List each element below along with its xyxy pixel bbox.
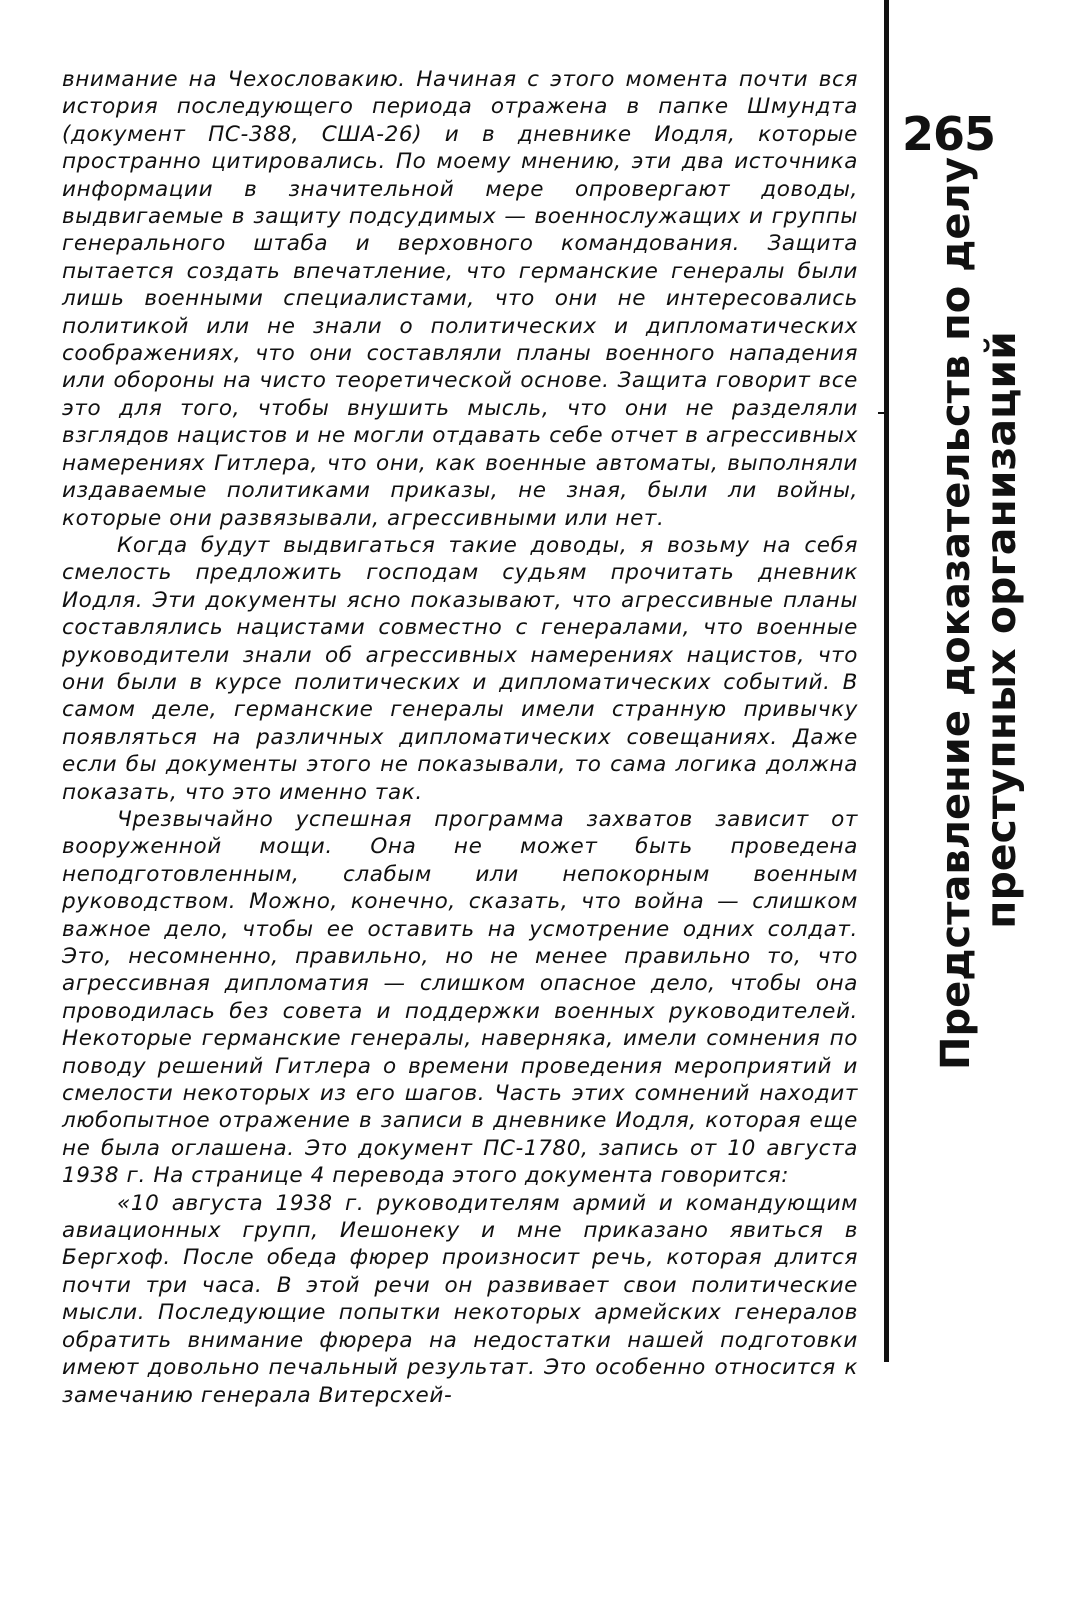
- paragraph: внимание на Чехословакию. Начиная с этого момента почти вся история последующего периода отражена в папке Шмундта (документ ПС-388, США-26) и в дневнике Иодля, которые пространно цитировались. По моему мнению, эти два источника информации в значительной мере опровергают доводы, выдвигаемые в защиту подсудимых — военнослужащих и группы генерального штаба и верховного командования. Защита пытается создать впечатление, что германские генералы были лишь военными специалистами, что они не интересовались политикой или не знали о политических и дипломатических соображениях, что они составляли планы военного нападения или обороны на чисто теоретической основе. Защита говорит все это для того, чтобы внушить мысль, что они не разделяли взглядов нацистов и не могли отдавать себе отчет в агрессивных намерениях Гитлера, что они, как военные автоматы, выполняли издаваемые политиками приказы, не зная, были ли войны, которые они развязывали, агрессивными или нет.: [62, 67, 858, 531]
- body-text: [62, 66, 858, 1409]
- running-head: [933, 157, 1044, 1070]
- margin-tick: [878, 412, 886, 414]
- paragraph: Чрезвычайно успешная программа захватов зависит от вооруженной мощи. Она не может быть проведена неподготовленным, слабым или непокорным военным руководством. Можно, конечно, сказать, что война — слишком важное дело, чтобы ее оставить на усмотрение одних солдат. Это, несомненно, правильно, но не менее правильно то, что агрессивная дипломатия — слишком опасное дело, чтобы она проводилась без совета и поддержки военных руководителей. Некоторые германские генералы, наверняка, имели сомнения по поводу решений Гитлера о времени проведения мероприятий и смелости некоторых из его шагов. Часть этих сомнений находит любопытное отражение в записи в дневнике Иодля, которая еще не была оглашена. Это документ ПС-1780, запись от 10 августа 1938 г. На странице 4 перевода этого документа говорится:: [62, 806, 858, 1189]
- running-head-line1: Представление доказательств по делу: [933, 157, 979, 1070]
- margin-rule: [884, 0, 889, 1362]
- running-head-line2: преступных организаций: [977, 331, 1025, 929]
- page-number: 265: [902, 107, 996, 161]
- paragraph: Когда будут выдвигаться такие доводы, я возьму на себя смелость предложить господам судьям прочитать дневник Иодля. Эти документы ясно показывают, что агрессивные планы составлялись нацистами совместно с генералами, что военные руководители знали об агрессивных намерениях нацистов, что они были в курсе политических и дипломатических событий. В самом деле, германские генералы имели странную привычку появляться на различных дипломатических совещаниях. Даже если бы документы этого не показывали, то сама логика должна показать, что это именно так.: [62, 532, 858, 805]
- quotation-paragraph: «10 августа 1938 г. руководителям армий и командующим авиационных групп, Иешонеку и мне приказано явиться в Бергхоф. После обеда фюрер произносит речь, которая длится почти три часа. В этой речи он развивает свои политические мысли. Последующие попытки некоторых армейских генералов обратить внимание фюрера на недостатки нашей подготовки имеют довольно печальный результат. Это особенно относится к замечанию генерала Витерсхей-: [62, 1190, 858, 1408]
